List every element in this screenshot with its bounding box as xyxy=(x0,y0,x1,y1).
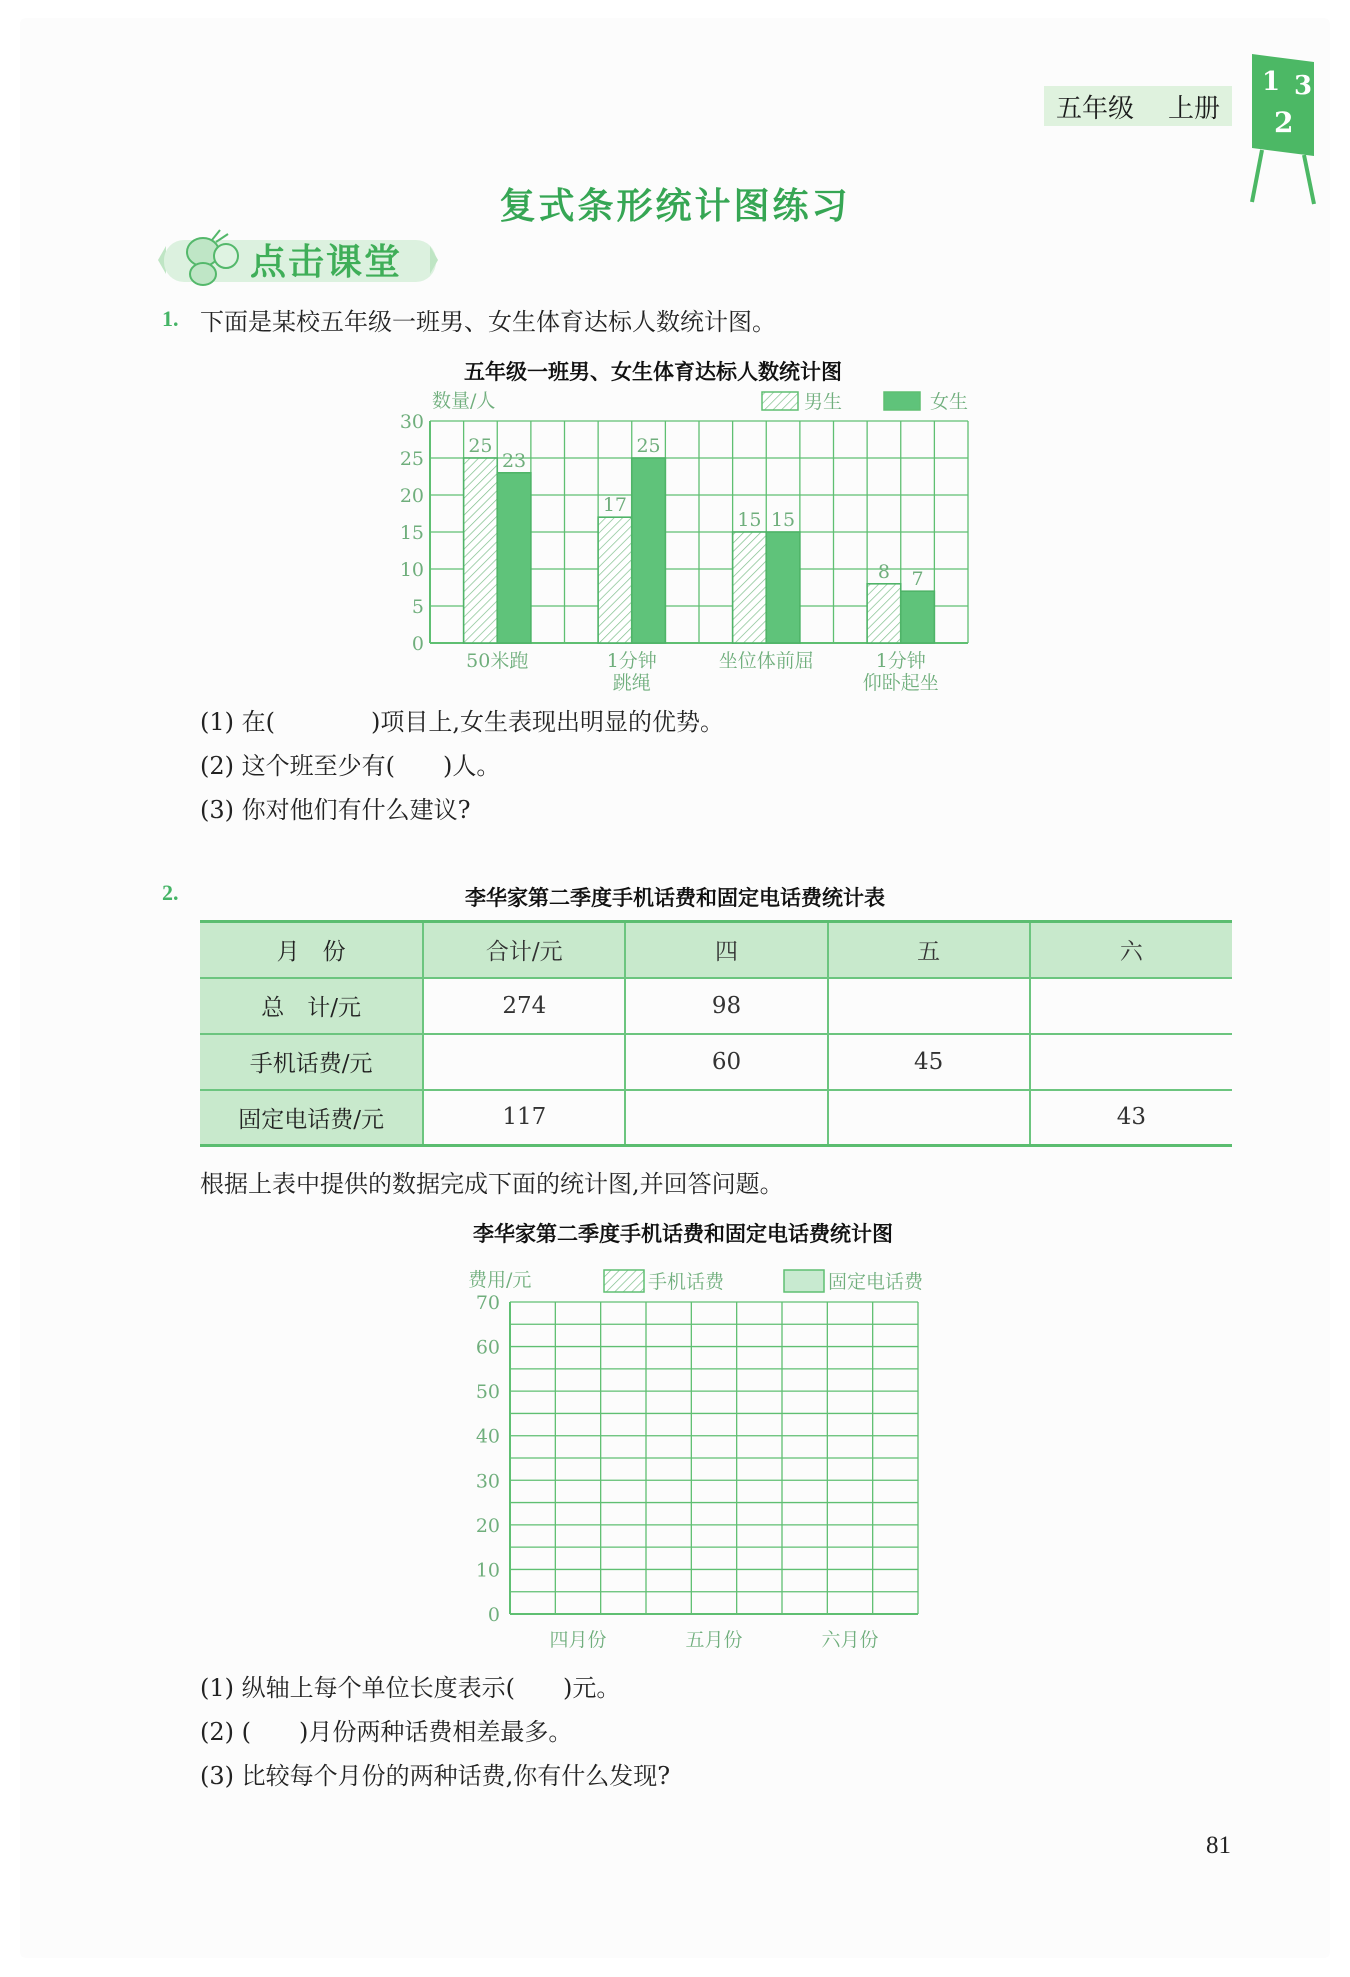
x-tick-label: 四月份 xyxy=(549,1629,607,1651)
corner-digit-2: 3 xyxy=(1294,71,1313,101)
bar xyxy=(867,584,901,643)
data-label: 17 xyxy=(602,494,628,517)
data-label: 7 xyxy=(911,568,924,591)
bar xyxy=(598,517,632,643)
x-tick-label: 仰卧起坐 xyxy=(862,672,939,694)
data-table xyxy=(200,920,1232,1147)
y-tick-label: 15 xyxy=(400,522,424,544)
x-tick-label: 跳绳 xyxy=(612,672,651,694)
bar xyxy=(733,532,767,643)
table-cell: 117 xyxy=(423,1090,625,1146)
table-cell: 98 xyxy=(625,978,827,1034)
table-header-cell: 四 xyxy=(625,922,827,978)
table-cell: 60 xyxy=(625,1034,827,1090)
y-tick-label: 10 xyxy=(475,1559,500,1582)
chart1 xyxy=(400,375,1000,700)
table-cell: 274 xyxy=(423,978,625,1034)
table-cell: 43 xyxy=(1030,1090,1232,1146)
table-header-cell: 合计/元 xyxy=(423,922,625,978)
legend-swatch-hatched xyxy=(762,392,798,410)
y-tick-label: 0 xyxy=(411,633,424,655)
table-cell xyxy=(1030,978,1232,1034)
y-tick-label: 20 xyxy=(475,1514,500,1537)
q1-sub2: (2) 这个班至少有( )人。 xyxy=(200,752,501,780)
y-tick-label: 10 xyxy=(400,559,424,581)
legend-swatch-hatched xyxy=(604,1270,644,1292)
table-cell xyxy=(625,1090,827,1146)
table-header-cell: 五 xyxy=(828,922,1030,978)
page-number: 81 xyxy=(1206,1832,1231,1859)
q1-sub3: (3) 你对他们有什么建议? xyxy=(200,796,471,824)
chart1-title: 五年级一班男、女生体育达标人数统计图 xyxy=(464,360,842,384)
corner-digit-3: 2 xyxy=(1274,106,1294,139)
section-badge-label: 点击课堂 xyxy=(250,242,403,283)
legend-swatch-solid xyxy=(884,392,920,410)
legend-label: 男生 xyxy=(804,391,843,413)
q1-sub1: (1) 在( )项目上,女生表现出明显的优势。 xyxy=(200,708,724,736)
table-row xyxy=(200,1090,1232,1146)
x-tick-label: 50米跑 xyxy=(466,650,529,672)
y-tick-label: 30 xyxy=(475,1470,500,1493)
y-tick-label: 40 xyxy=(475,1425,500,1448)
legend-label: 手机话费 xyxy=(648,1271,725,1293)
data-label: 23 xyxy=(501,449,527,472)
y-tick-label: 0 xyxy=(487,1604,500,1626)
x-tick-label: 坐位体前屈 xyxy=(718,650,814,672)
grade-label: 五年级 xyxy=(1056,93,1135,124)
y-axis-label: 数量/人 xyxy=(432,390,496,412)
data-label: 25 xyxy=(468,435,493,457)
table-header-cell: 六 xyxy=(1030,922,1232,978)
x-tick-label: 六月份 xyxy=(821,1629,879,1651)
table-row-label: 总 计/元 xyxy=(200,978,423,1034)
table-header-cell: 月 份 xyxy=(200,922,423,978)
y-tick-label: 20 xyxy=(400,485,424,507)
table-cell xyxy=(423,1034,625,1090)
y-tick-label: 25 xyxy=(400,448,424,470)
q2-sub1: (1) 纵轴上每个单位长度表示( )元。 xyxy=(200,1674,621,1702)
table-cell xyxy=(828,978,1030,1034)
table-header-row xyxy=(200,922,1232,978)
bar xyxy=(464,458,498,643)
bar xyxy=(497,473,531,643)
legend-label: 女生 xyxy=(930,391,969,413)
data-label: 25 xyxy=(636,435,661,457)
q2-sub3: (3) 比较每个月份的两种话费,你有什么发现? xyxy=(200,1762,671,1790)
y-tick-label: 60 xyxy=(475,1336,500,1359)
page-title: 复式条形统计图练习 xyxy=(499,186,851,227)
y-axis-label: 费用/元 xyxy=(468,1269,532,1291)
table-row xyxy=(200,978,1232,1034)
table-cell: 45 xyxy=(828,1034,1030,1090)
table-title: 李华家第二季度手机话费和固定电话费统计表 xyxy=(465,886,885,910)
q2-instruction: 根据上表中提供的数据完成下面的统计图,并回答问题。 xyxy=(200,1170,784,1198)
bar xyxy=(632,458,666,643)
q2-sub2: (2) ( )月份两种话费相差最多。 xyxy=(200,1718,573,1746)
data-label: 15 xyxy=(770,509,796,531)
q1-text: 下面是某校五年级一班男、女生体育达标人数统计图。 xyxy=(200,308,776,336)
table-cell xyxy=(1030,1034,1232,1090)
legend-label: 固定电话费 xyxy=(828,1271,924,1293)
table-cell xyxy=(828,1090,1030,1146)
x-tick-label: 五月份 xyxy=(685,1629,743,1651)
chart2-title: 李华家第二季度手机话费和固定电话费统计图 xyxy=(473,1222,893,1246)
volume-label: 上册 xyxy=(1168,93,1221,124)
x-tick-label: 1分钟 xyxy=(606,650,657,672)
bar xyxy=(766,532,800,643)
grade-tag xyxy=(1044,86,1232,126)
y-tick-label: 30 xyxy=(400,411,424,433)
bar xyxy=(901,591,935,643)
x-tick-label: 1分钟 xyxy=(875,650,926,672)
corner-digit-1: 1 xyxy=(1262,67,1281,97)
y-tick-label: 70 xyxy=(475,1292,500,1314)
data-label: 15 xyxy=(737,509,762,531)
table-row-label: 手机话费/元 xyxy=(200,1034,423,1090)
y-tick-label: 50 xyxy=(475,1381,500,1404)
data-label: 8 xyxy=(877,560,890,583)
q1-number: 1. xyxy=(162,306,179,331)
y-tick-label: 5 xyxy=(411,596,424,618)
table-row-label: 固定电话费/元 xyxy=(200,1090,423,1146)
chart2 xyxy=(410,1250,970,1655)
q2-number: 2. xyxy=(162,880,179,905)
table-row xyxy=(200,1034,1232,1090)
legend-swatch-solid xyxy=(784,1270,824,1292)
